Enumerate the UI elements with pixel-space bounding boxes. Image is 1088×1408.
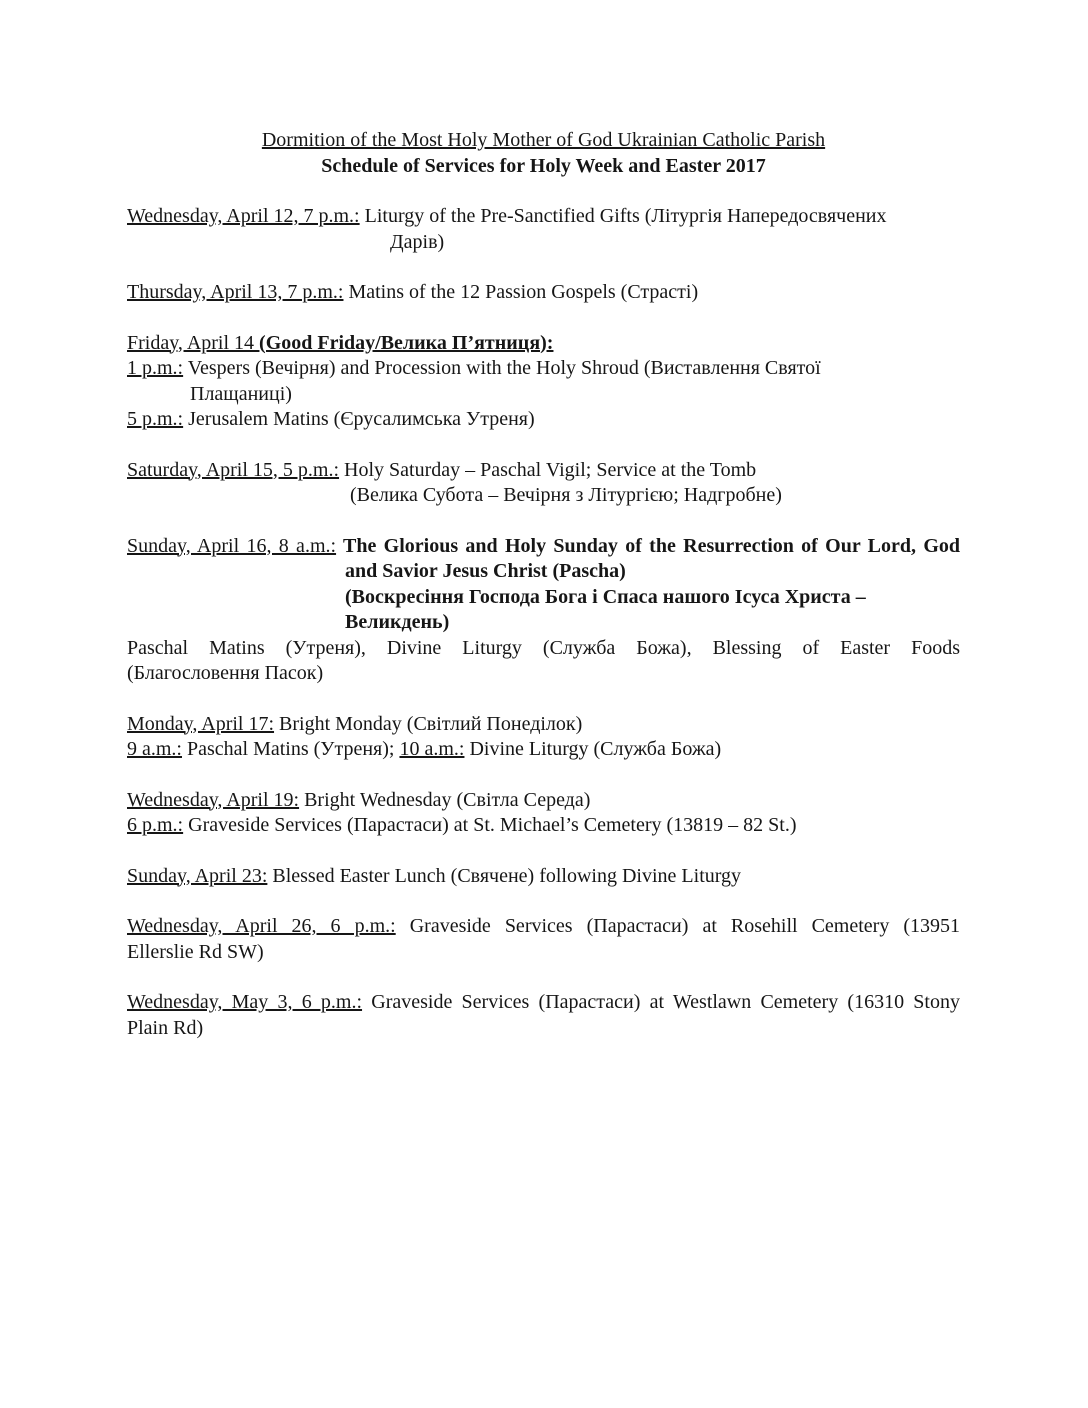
document-subtitle: Schedule of Services for Holy Week and Easter 2017 xyxy=(321,154,766,177)
entry-text: Matins of the 12 Passion Gospels (Страсті) xyxy=(343,281,699,303)
schedule-entry-apr23 xyxy=(127,864,960,890)
document-title xyxy=(127,128,960,154)
entry-line xyxy=(127,737,960,763)
entry-text: Jerusalem Matins (Єрусалимська Утреня) xyxy=(183,408,535,430)
entry-text: Vespers (Вечірня) and Procession with the Holy Shroud (Виставлення Святої xyxy=(183,357,821,379)
schedule-entry-apr13 xyxy=(127,280,960,306)
date-label: Thursday, April 13, 7 p.m.: xyxy=(127,281,344,303)
entry-line: (Воскресіння Господа Бога і Спаса нашого Ісуса Христа – xyxy=(345,585,866,608)
entry-line xyxy=(127,534,960,560)
entry-line xyxy=(127,204,960,230)
entry-line xyxy=(127,914,960,940)
schedule-entry-apr14 xyxy=(127,331,960,433)
entry-text: Holy Saturday – Paschal Vigil; Service at the Tomb xyxy=(339,458,757,481)
entry-text: Bright Wednesday (Світла Середа) xyxy=(299,788,591,811)
entry-line xyxy=(127,458,960,484)
time-label: 10 a.m.: xyxy=(399,738,465,760)
schedule-entry-apr17 xyxy=(127,712,960,763)
entry-line: and Savior Jesus Christ (Pascha) xyxy=(345,560,626,582)
entry-text: Blessed Easter Lunch (Свячене) following Divine Liturgy xyxy=(267,864,742,887)
entry-text: Divine Liturgy (Служба Божа) xyxy=(464,738,722,760)
entry-line xyxy=(127,280,960,306)
document-header xyxy=(127,128,960,179)
date-label: Sunday, April 16, 8 a.m.: xyxy=(127,534,337,557)
entry-text: Graveside Services (Парастаси) at Westlawn Cemetery (16310 Stony xyxy=(362,991,960,1013)
date-label: Wednesday, May 3, 6 p.m.: xyxy=(127,991,363,1013)
date-label: Monday, April 17: xyxy=(127,712,275,735)
entry-line: (Велика Субота – Вечірня з Літургією; Надгробне) xyxy=(350,484,782,506)
entry-text: Paschal Matins (Утреня); xyxy=(182,738,400,760)
entry-line: Plain Rd) xyxy=(127,1016,204,1039)
schedule-entry-apr15 xyxy=(127,458,960,509)
schedule-entry-may3 xyxy=(127,990,960,1041)
entry-line: (Благословення Пасок) xyxy=(127,662,324,684)
entry-line: Ellerslie Rd SW) xyxy=(127,940,264,963)
entry-line xyxy=(127,712,960,738)
entry-line xyxy=(127,356,960,382)
schedule-entry-apr12 xyxy=(127,204,960,255)
date-label: Wednesday, April 19: xyxy=(127,788,300,811)
schedule-entry-apr26 xyxy=(127,914,960,965)
entry-line xyxy=(127,990,960,1016)
entry-text: Graveside Services (Парастаси) at Rosehill Cemetery (13951 xyxy=(395,915,961,937)
entry-line: Дарів) xyxy=(390,230,445,253)
entry-line xyxy=(127,813,960,839)
date-label: Sunday, April 23: xyxy=(127,864,268,887)
entry-line: Великдень) xyxy=(345,611,450,633)
entry-line xyxy=(127,864,960,890)
entry-text-bold: The Glorious and Holy Sunday of the Resurrection of Our Lord, God xyxy=(336,534,960,557)
date-label: Friday, April 14 xyxy=(127,331,260,354)
time-label: 5 p.m.: xyxy=(127,408,184,430)
entry-text: Graveside Services (Парастаси) at St. Michael’s Cemetery (13819 – 82 St.) xyxy=(183,814,797,836)
entry-line: Paschal Matins (Утреня), Divine Liturgy (Служба Божа), Blessing of Easter Foods xyxy=(127,636,960,659)
time-label: 6 p.m.: xyxy=(127,814,184,836)
date-label: Wednesday, April 26, 6 p.m.: xyxy=(127,915,396,937)
entry-text: Bright Monday (Світлий Понеділок) xyxy=(274,712,583,735)
date-label: Wednesday, April 12, 7 p.m.: xyxy=(127,205,360,227)
schedule-entry-apr19 xyxy=(127,788,960,839)
schedule-entry-apr16 xyxy=(127,534,960,687)
time-label: 9 a.m.: xyxy=(127,738,182,760)
entry-line xyxy=(127,407,960,433)
time-label: 1 p.m.: xyxy=(127,357,184,379)
date-label: Saturday, April 15, 5 p.m.: xyxy=(127,458,340,481)
document-title-text: Dormition of the Most Holy Mother of God Ukrainian Catholic Parish xyxy=(261,129,826,151)
entry-line: Плащаниці) xyxy=(190,382,292,405)
date-label-bold: (Good Friday/Велика П’ятниця): xyxy=(259,331,554,354)
entry-text: Liturgy of the Pre-Sanctified Gifts (Літургія Напередосвячених xyxy=(359,205,887,227)
entry-heading-line xyxy=(127,331,960,357)
entry-line xyxy=(127,788,960,814)
